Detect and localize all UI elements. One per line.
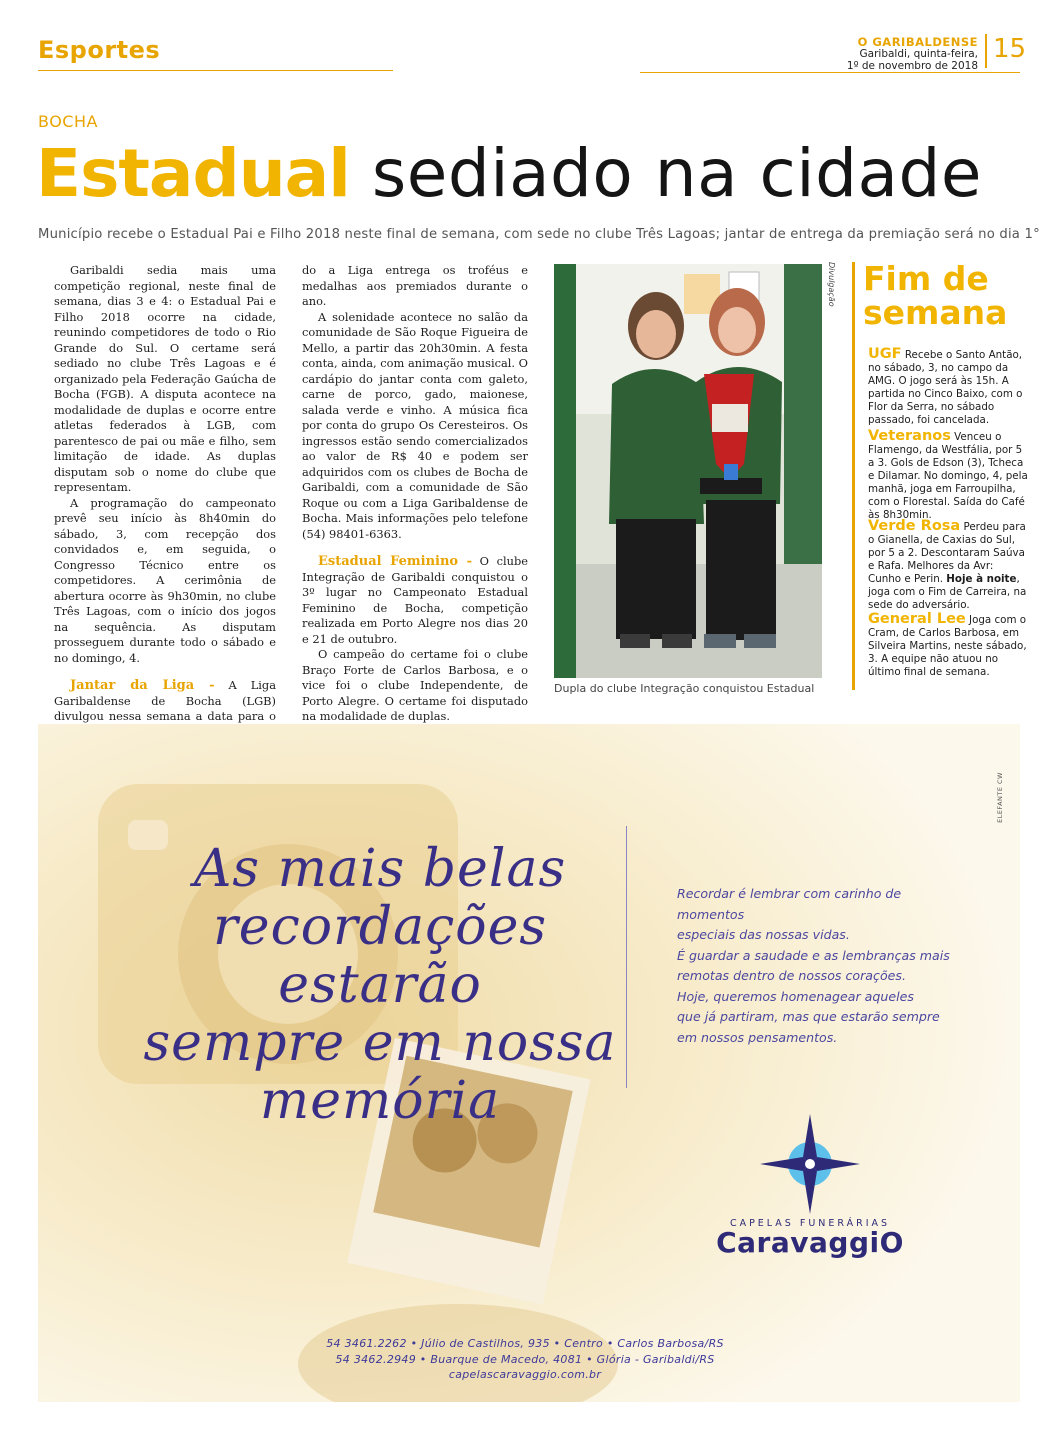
section-title: Esportes [38, 36, 161, 64]
photo-caption: Dupla do clube Integração conquistou Estadual [554, 682, 815, 695]
subhead: Estadual Feminino - [318, 554, 473, 569]
ad-body-line: especiais das nossas vidas. [677, 927, 850, 942]
paragraph: do a Liga entrega os troféus e medalhas aos premiados durante o ano. [302, 263, 528, 308]
photo-illustration [554, 264, 822, 678]
subhead: Jantar da Liga - [70, 678, 215, 693]
ad-body-text [677, 884, 967, 1048]
ad-body-line: É guardar a saudade e as lembranças mais [677, 947, 950, 963]
article-column-1 [54, 263, 276, 771]
article-column-2 [302, 263, 528, 725]
paragraph: O campeão do certame foi o clube Braço Forte de Carlos Barbosa, e o vice foi o clube Independente, de Porto Alegre. O certame foi disputado na modalidade de duplas. [302, 647, 528, 723]
photo-credit: Divulgação [827, 262, 836, 307]
contact-line: 54 3461.2262 • Júlio de Castilhos, 935 • Centro • Carlos Barbosa/RS [326, 1337, 724, 1350]
article-deck: Município recebe o Estadual Pai e Filho 2018 neste final de semana, com sede no clube Três Lagoas; jantar de entrega da premiação será no dia 1° [38, 227, 1040, 242]
masthead [847, 36, 978, 72]
masthead-rule [640, 72, 1020, 73]
sidebar-item [868, 348, 1028, 427]
logo-subtitle: CAPELAS FUNERÁRIAS [729, 1218, 891, 1229]
ad-script-line: As mais belas [193, 839, 567, 899]
article-kicker: BOCHA [38, 112, 98, 131]
sidebar-item-text: Joga com o Cram, de Carlos Barbosa, em Silveira Martins, neste sábado, 3. A equipe não atuou no último final de semana. [868, 614, 1027, 678]
sidebar-rule [852, 262, 855, 690]
sidebar-item [868, 430, 1028, 522]
compass-star-logo-icon [760, 1112, 860, 1216]
paragraph [302, 554, 528, 647]
headline-rest: sediado na cidade [371, 135, 982, 212]
paragraph-text: O clube Integração de Garibaldi conquistou o 3º lugar no Campeonato Estadual Feminino de Bocha, competição realizada em Porto Alegre nos dias 20 e 21 de outubro. [302, 554, 528, 646]
ad-contact [300, 1336, 750, 1383]
sidebar-title-line-2: semana [863, 293, 1008, 332]
paragraph-text: A Liga Garibaldense de Bocha (LGB) divulgou nessa semana a data para o [54, 678, 276, 723]
article-photo [554, 264, 822, 678]
ad-script-line: recordações estarão [212, 897, 548, 1015]
sidebar-item-tag: Verde Rosa [868, 518, 961, 534]
ad-divider [626, 826, 627, 1088]
ad-body-line: que já partiram, mas que estarão sempre [677, 1009, 940, 1024]
ad-script-line: memória [259, 1071, 501, 1131]
sidebar-item [868, 520, 1028, 612]
ad-body-line: remotas dentro de nossos corações. [677, 968, 906, 983]
paragraph: A programação do campeonato prevê seu início às 8h40min do sábado, 3, com recepção dos convidados e, em seguida, o Congresso Técnico entre os competidores. A cerimônia de abertura ocorre às 9h30min, no clube Três Lagoas, com o início dos jogos na sequência. As disputam prosseguem durante todo o sábado e no domingo, 4. [54, 495, 276, 665]
sidebar-item-tag: UGF [868, 346, 902, 362]
sidebar-item-bold: Hoje à noite [946, 573, 1017, 585]
section-rule [38, 70, 393, 71]
article-headline [36, 134, 982, 214]
ad-body-line: em nossos pensamentos. [677, 1029, 838, 1045]
ad-script-line: sempre em nossa [143, 1013, 617, 1073]
sidebar-title [863, 259, 1008, 332]
sidebar-title-line-1: Fim de [863, 259, 989, 298]
sidebar-item-text: , joga com o Fim de Carreira, na sede do adversário. [868, 573, 1027, 611]
ad-body-line: Hoje, queremos homenagear aqueles [677, 988, 914, 1004]
paragraph: A solenidade acontece no salão da comunidade de São Roque Figueira de Mello, a partir das 20h30min. A festa conta, ainda, com animação musical. O cardápio do jantar conta com galeto, carne de porco, gado, maionese, salada verde e vinho. A música fica por conta do grupo Os Ceresteiros. Os ingressos estão sendo comercializados ao valor de R$ 40 e podem ser adquiridos com os clubes de Bocha de Garibaldi, com a comunidade de São Roque ou com a Liga Garibaldense de Bocha. Mais informações pelo telefone (54) 98401-6363. [302, 309, 528, 541]
sidebar-item [868, 613, 1028, 679]
contact-website: capelascaravaggio.com.br [448, 1368, 602, 1381]
agency-credit: ELEFANTE CW [996, 772, 1004, 823]
page-number-divider [985, 34, 987, 68]
sidebar-item-text: Venceu o Flamengo, da Westfália, por 5 a 3. Gols de Edson (3), Tcheca e Dilamar. No domingo, 4, pela manhã, joga em Farroupilha, com o Florestal. Saída do Café às 8h30min. [868, 431, 1028, 521]
publication-name: O GARIBALDENSE [857, 35, 978, 49]
ad-body-line: Recordar é lembrar com carinho de momentos [677, 886, 902, 922]
paragraph: Garibaldi sedia mais uma competição regional, neste final de semana, dias 3 e 4: o Estadual Pai e Filho 2018 ocorre na cidade, reunindo competidores de todo o Rio Grande do Sul. O certame será sediado no clube Três Lagoas e é organizado pela Federação Gaúcha de Bocha (FGB). A disputa acontece na modalidade de duplas e ocorre entre atletas federados à LGB, com parentesco de pai ou mãe e filho, sem limitação de idade. As duplas disputam sob o nome do clube que representam. [54, 263, 276, 494]
contact-line: 54 3462.2949 • Buarque de Macedo, 4081 • Glória - Garibaldi/RS [335, 1352, 715, 1366]
ad-script-headline [110, 840, 650, 1130]
sidebar-item-tag: Veteranos [868, 428, 951, 444]
page-number: 15 [993, 34, 1027, 64]
sidebar-item-tag: General Lee [868, 611, 966, 627]
dateline-line-1: Garibaldi, quinta-feira, [859, 48, 978, 60]
headline-highlight: Estadual [36, 135, 350, 212]
dateline-line-2: 1º de novembro de 2018 [846, 60, 978, 72]
logo-name: CaravaggiO [716, 1226, 904, 1259]
sidebar-item-text: Recebe o Santo Antão, no sábado, 3, no campo da AMG. O jogo será às 15h. A partida no Cinco Baixo, com o Flor da Serra, no sábado passado, foi cancelada. [868, 349, 1023, 426]
sidebar-item-text: Perdeu para o Gianella, de Caxias do Sul, por 5 a 2. Descontaram Saúva e Rafa. Melhores da Avr: Cunho e Perin. [868, 521, 1026, 585]
